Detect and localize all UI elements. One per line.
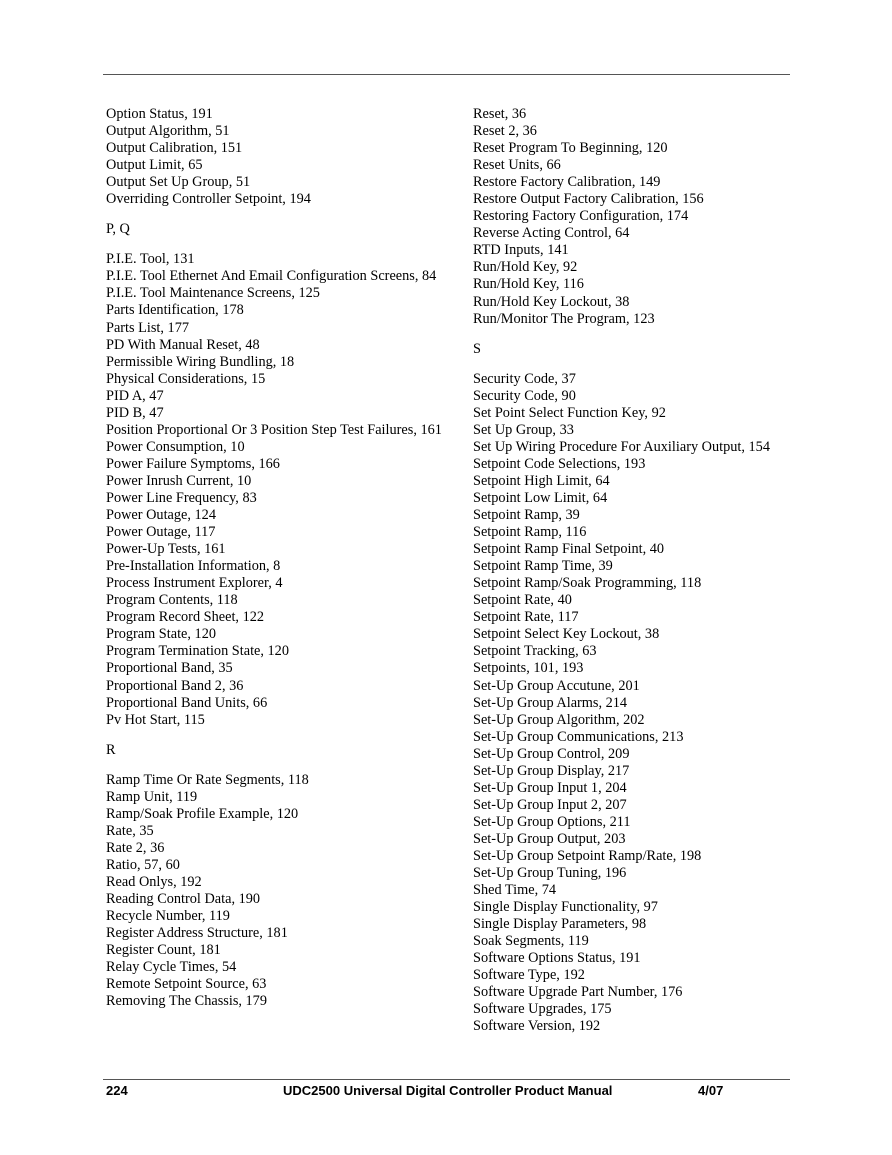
index-entry: Proportional Band 2, 36 [106, 677, 244, 694]
index-entry: Relay Cycle Times, 54 [106, 959, 237, 976]
index-entry: Output Algorithm, 51 [106, 123, 230, 140]
page-number: 224 [106, 1083, 128, 1098]
index-entry: Overriding Controller Setpoint, 194 [106, 191, 311, 208]
index-entry: Set Point Select Function Key, 92 [473, 404, 666, 421]
index-entry: Output Limit, 65 [106, 157, 203, 174]
index-entry: Program Termination State, 120 [106, 643, 289, 660]
index-entry: Run/Hold Key Lockout, 38 [473, 293, 630, 310]
index-entry: Reset Program To Beginning, 120 [473, 140, 668, 157]
index-entry: Set-Up Group Accutune, 201 [473, 677, 640, 694]
index-entry: Run/Hold Key, 92 [473, 259, 578, 276]
index-entry: Setpoint Tracking, 63 [473, 643, 597, 660]
index-entry: Security Code, 37 [473, 370, 576, 387]
index-group-o [106, 106, 456, 208]
page-footer [103, 1083, 790, 1101]
index-entry: Output Set Up Group, 51 [106, 174, 251, 191]
index-entry: Setpoint Ramp/Soak Programming, 118 [473, 575, 702, 592]
index-entry: Parts Identification, 178 [106, 302, 244, 319]
index-entry: Ramp Time Or Rate Segments, 118 [106, 771, 309, 788]
index-entry: Software Upgrades, 175 [473, 1001, 612, 1018]
index-entry: Power Outage, 124 [106, 507, 216, 524]
index-entry: Setpoint Rate, 117 [473, 609, 579, 626]
index-entry: Run/Monitor The Program, 123 [473, 310, 655, 327]
index-entry: Ramp Unit, 119 [106, 788, 198, 805]
index-entry: Permissible Wiring Bundling, 18 [106, 353, 295, 370]
manual-title: UDC2500 Universal Digital Controller Product Manual [283, 1083, 613, 1098]
index-entry: Rate 2, 36 [106, 839, 165, 856]
index-entry: PID A, 47 [106, 387, 164, 404]
section-letter-pq: P, Q [106, 221, 130, 238]
index-entry: Setpoint Low Limit, 64 [473, 489, 608, 506]
index-entry: Software Type, 192 [473, 967, 585, 984]
index-entry: Parts List, 177 [106, 319, 190, 336]
index-entry: Set-Up Group Communications, 213 [473, 728, 684, 745]
index-entry: Power Line Frequency, 83 [106, 489, 257, 506]
index-entry: P.I.E. Tool, 131 [106, 251, 195, 268]
index-entry: Ratio, 57, 60 [106, 856, 180, 873]
index-entry: Security Code, 90 [473, 387, 576, 404]
index-entry: Reset, 36 [473, 106, 527, 122]
index-entry: Position Proportional Or 3 Position Step Test Failures, 161 [106, 421, 442, 438]
index-entry: P.I.E. Tool Maintenance Screens, 125 [106, 285, 320, 302]
index-entry: Set-Up Group Tuning, 196 [473, 865, 627, 882]
index-entry: Set-Up Group Alarms, 214 [473, 694, 628, 711]
index-entry: Setpoint High Limit, 64 [473, 472, 610, 489]
index-entry: Power Failure Symptoms, 166 [106, 455, 280, 472]
section-letter-s: S [473, 340, 481, 357]
index-entry: Setpoints, 101, 193 [473, 660, 584, 677]
index-entry: Setpoint Select Key Lockout, 38 [473, 626, 660, 643]
index-entry: Shed Time, 74 [473, 882, 557, 899]
index-entry: Set-Up Group Output, 203 [473, 830, 626, 847]
index-column-left [106, 106, 456, 1010]
index-entry: Proportional Band, 35 [106, 660, 233, 677]
index-entry: Program Contents, 118 [106, 592, 238, 609]
index-entry: Setpoint Ramp Time, 39 [473, 558, 613, 575]
index-entry: Restoring Factory Configuration, 174 [473, 208, 689, 225]
index-entry: Restore Output Factory Calibration, 156 [473, 191, 704, 208]
index-entry: Run/Hold Key, 116 [473, 276, 584, 293]
index-entry: Option Status, 191 [106, 106, 213, 122]
header-rule [103, 74, 790, 75]
footer-rule [103, 1079, 790, 1080]
index-entry: Process Instrument Explorer, 4 [106, 575, 283, 592]
index-entry: Pre-Installation Information, 8 [106, 558, 281, 575]
index-entry: Set-Up Group Algorithm, 202 [473, 711, 645, 728]
index-entry: Set Up Group, 33 [473, 421, 574, 438]
index-entry: Software Upgrade Part Number, 176 [473, 984, 683, 1001]
index-entry: Proportional Band Units, 66 [106, 694, 268, 711]
index-column-right [473, 106, 803, 1035]
index-entry: Setpoint Rate, 40 [473, 592, 572, 609]
index-entry: Output Calibration, 151 [106, 140, 243, 157]
section-letter-r: R [106, 741, 116, 758]
index-entry: Set-Up Group Control, 209 [473, 745, 630, 762]
index-entry: Power Outage, 117 [106, 524, 216, 541]
index-entry: PID B, 47 [106, 404, 164, 421]
index-entry: Rate, 35 [106, 822, 154, 839]
index-entry: Setpoint Ramp Final Setpoint, 40 [473, 541, 665, 558]
index-entry: RTD Inputs, 141 [473, 242, 569, 259]
index-group-r-continued [473, 106, 803, 328]
index-entry: Remote Setpoint Source, 63 [106, 976, 267, 993]
index-entry: Set-Up Group Input 1, 204 [473, 779, 627, 796]
index-entry: Register Count, 181 [106, 942, 221, 959]
index-group-s [473, 371, 803, 1036]
index-entry: Software Version, 192 [473, 1018, 601, 1035]
index-entry: Setpoint Ramp, 39 [473, 507, 580, 524]
index-entry: Power-Up Tests, 161 [106, 541, 226, 558]
index-entry: Register Address Structure, 181 [106, 925, 288, 942]
index-entry: Reset Units, 66 [473, 157, 561, 174]
index-entry: Software Options Status, 191 [473, 950, 641, 967]
index-entry: Ramp/Soak Profile Example, 120 [106, 805, 299, 822]
index-entry: Reading Control Data, 190 [106, 891, 261, 908]
index-entry: Recycle Number, 119 [106, 908, 230, 925]
index-entry: Set-Up Group Input 2, 207 [473, 796, 627, 813]
index-group-pq [106, 251, 456, 728]
index-entry: Single Display Parameters, 98 [473, 916, 647, 933]
index-entry: Power Inrush Current, 10 [106, 472, 252, 489]
index-entry: Program State, 120 [106, 626, 216, 643]
index-entry: Removing The Chassis, 179 [106, 993, 267, 1010]
index-entry: Read Onlys, 192 [106, 873, 202, 890]
index-entry: Set-Up Group Options, 211 [473, 813, 631, 830]
index-entry: Set-Up Group Display, 217 [473, 762, 630, 779]
index-entry: Power Consumption, 10 [106, 438, 245, 455]
index-entry: Program Record Sheet, 122 [106, 609, 265, 626]
index-entry: Reset 2, 36 [473, 123, 537, 140]
index-entry: Reverse Acting Control, 64 [473, 225, 630, 242]
index-entry: Set Up Wiring Procedure For Auxiliary Output, 154 [473, 438, 770, 455]
index-entry: Physical Considerations, 15 [106, 370, 266, 387]
index-entry: Setpoint Ramp, 116 [473, 524, 587, 541]
publication-date: 4/07 [698, 1083, 724, 1098]
index-entry: Soak Segments, 119 [473, 933, 589, 950]
index-entry: Setpoint Code Selections, 193 [473, 455, 646, 472]
index-group-r [106, 772, 456, 1011]
index-entry: Pv Hot Start, 115 [106, 711, 205, 728]
index-entry: P.I.E. Tool Ethernet And Email Configuration Screens, 84 [106, 268, 437, 285]
index-entry: Single Display Functionality, 97 [473, 899, 658, 916]
index-entry: Restore Factory Calibration, 149 [473, 174, 661, 191]
index-entry: Set-Up Group Setpoint Ramp/Rate, 198 [473, 847, 702, 864]
index-entry: PD With Manual Reset, 48 [106, 336, 260, 353]
